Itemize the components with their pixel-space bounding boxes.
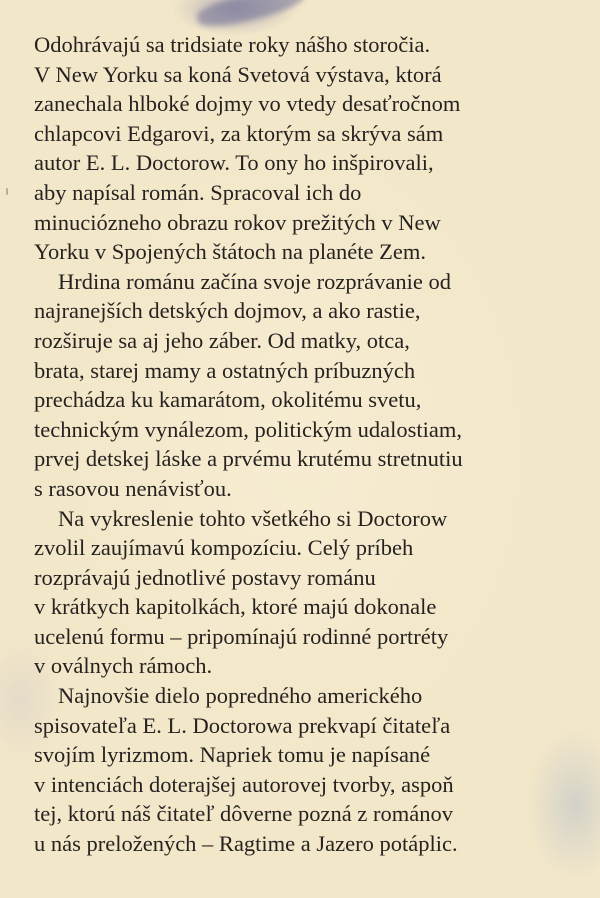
- ink-smudge: [194, 0, 307, 33]
- text-line: najranejších detských dojmov, a ako rastie,: [34, 298, 421, 324]
- text-line: technickým vynálezom, politickým udalostiam,: [34, 416, 463, 442]
- paragraph-3: [34, 504, 589, 682]
- paragraph-1: [34, 30, 589, 267]
- paragraph-2: [34, 267, 589, 504]
- text-line: v oválnych rámoch.: [34, 653, 213, 679]
- text-line: Odohrávajú sa tridsiate roky nášho storočia.: [34, 32, 431, 57]
- text-line: tej, ktorú náš čitateľ dôverne pozná z románov: [34, 801, 453, 827]
- text-line: spisovateľa E. L. Doctorowa prekvapí čitateľa: [34, 712, 451, 738]
- text-line: v intenciách doterajšej autorovej tvorby, aspoň: [34, 771, 454, 797]
- text-line: Yorku v Spojených štátoch na planéte Zem.: [34, 239, 427, 265]
- text-line: V New Yorku sa koná Svetová výstava, ktorá: [34, 61, 442, 87]
- text-line: s rasovou nenávisťou.: [34, 475, 232, 501]
- blurb-text: [34, 30, 589, 859]
- text-line: Najnovšie dielo popredného amerického: [58, 683, 423, 709]
- text-line: zanechala hlboké dojmy vo vtedy desaťročnom: [34, 91, 461, 117]
- text-line: minuciózneho obrazu rokov prežitých v New: [34, 209, 441, 235]
- text-line: v krátkych kapitolkách, ktoré majú dokonale: [34, 594, 437, 620]
- text-line: prechádza ku kamarátom, okolitému svetu,: [34, 387, 422, 413]
- text-line: u nás preložených – Ragtime a Jazero potáplic.: [34, 831, 458, 857]
- paper-speck: [6, 188, 8, 195]
- text-line: rozprávajú jednotlivé postavy románu: [34, 564, 376, 590]
- text-line: svojím lyrizmom. Napriek tomu je napísané: [34, 742, 431, 768]
- text-line: autor E. L. Doctorow. To ony ho inšpirovali,: [34, 150, 434, 176]
- text-line: ucelenú formu – pripomínajú rodinné portréty: [34, 623, 449, 649]
- text-line: zvolil zaujímavú kompozíciu. Celý príbeh: [34, 535, 414, 561]
- text-line: prvej detskej láske a prvému krutému stretnutiu: [34, 446, 463, 472]
- paragraph-4: [34, 681, 589, 859]
- text-line: Hrdina románu začína svoje rozprávanie od: [58, 268, 451, 294]
- text-line: aby napísal román. Spracoval ich do: [34, 179, 362, 205]
- text-line: chlapcovi Edgarovi, za ktorým sa skrýva sám: [34, 120, 444, 146]
- text-line: Na vykreslenie tohto všetkého si Doctorow: [58, 505, 448, 531]
- text-line: rozširuje sa aj jeho záber. Od matky, otca,: [34, 327, 410, 353]
- text-line: brata, starej mamy a ostatných príbuzných: [34, 357, 416, 383]
